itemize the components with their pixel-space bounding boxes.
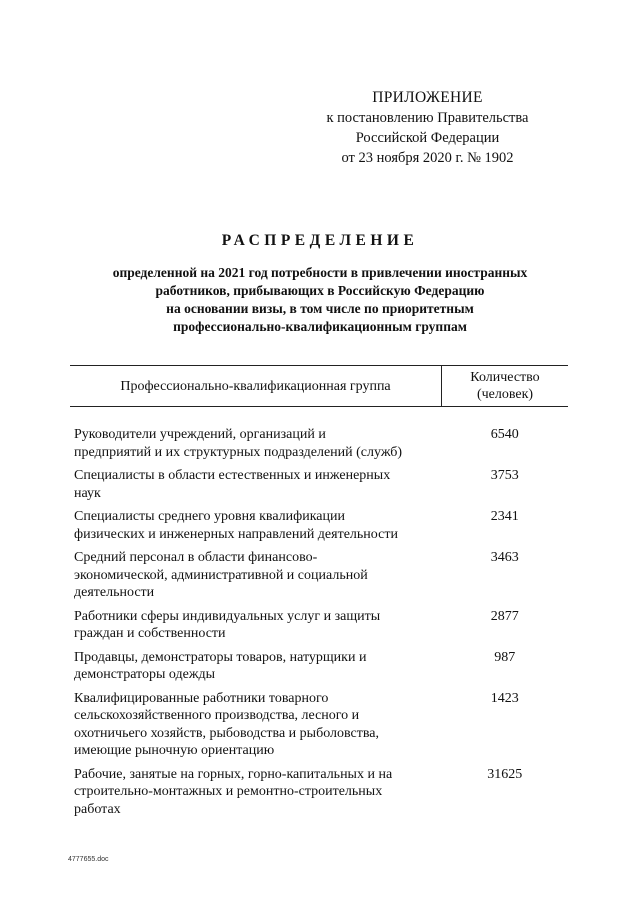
group-name-line: Специалисты в области естественных и инженерных [74, 468, 391, 483]
group-name-line: Средний персонал в области финансово- [74, 550, 318, 565]
group-name-line: строительно-монтажных и ремонтно-строительных [74, 784, 383, 799]
group-name-line: работах [74, 801, 121, 817]
subtitle-line: определенной на 2021 год потребности в привлечении иностранных [112, 265, 528, 280]
group-name-line: предприятий и их структурных подразделений (служб) [74, 444, 403, 460]
table-row [70, 467, 568, 508]
heading-title: РАСПРЕДЕЛЕНИЕ [221, 232, 419, 249]
table-row [70, 549, 568, 608]
group-name-line: граждан и собственности [74, 626, 226, 641]
group-name-line: наук [74, 485, 101, 501]
group-name-cell [70, 690, 442, 766]
annex-block [300, 88, 555, 168]
count-cell: 987 [494, 649, 516, 665]
table-row [70, 766, 568, 825]
group-name-cell [70, 649, 442, 690]
group-name-line: физических и инженерных направлений деятельности [74, 526, 398, 542]
annex-line: Российской Федерации [355, 130, 500, 146]
annex-line: к постановлению Правительства [326, 110, 529, 126]
count-cell: 2877 [490, 608, 519, 624]
document-heading [60, 232, 580, 336]
group-name-line: Квалифицированные работники товарного [74, 690, 329, 706]
group-name-cell [70, 549, 442, 608]
group-name-line: демонстраторы одежды [74, 667, 216, 682]
subtitle-line: работников, прибывающих в Российскую Федерацию [155, 283, 485, 298]
table-row [70, 508, 568, 549]
group-name-line: деятельности [74, 585, 155, 600]
column-header-group: Профессионально-квалификационная группа [70, 366, 442, 407]
count-cell: 31625 [487, 766, 523, 782]
group-name-line: охотничьего хозяйств, рыбоводства и рыболовства, [74, 725, 379, 741]
count-cell: 3463 [490, 550, 519, 565]
group-name-line: Руководители учреждений, организаций и [74, 427, 326, 442]
annex-date-number: от 23 ноября 2020 г. № 1902 [341, 150, 514, 166]
group-name-line: Продавцы, демонстраторы товаров, натурщики и [74, 649, 367, 665]
group-name-line: Рабочие, занятые на горных, горно-капитальных и на [74, 766, 393, 782]
table-row [70, 608, 568, 649]
count-cell: 6540 [490, 427, 519, 442]
group-name-line: экономической, административной и социальной [74, 567, 368, 583]
group-name-cell [70, 766, 442, 825]
file-code: 4777655.doc [68, 856, 109, 863]
group-name-cell [70, 608, 442, 649]
table-header-row [70, 366, 568, 407]
group-name-line: сельскохозяйственного производства, лесного и [74, 708, 360, 723]
count-cell: 3753 [490, 468, 519, 483]
table-body [70, 407, 568, 825]
group-name-cell [70, 407, 442, 468]
distribution-table [70, 365, 568, 824]
column-header-count-line: Количество [470, 370, 540, 385]
column-header-count [442, 366, 569, 407]
subtitle-line: на основании визы, в том числе по приоритетным [166, 301, 474, 316]
heading-subtitle [60, 264, 580, 336]
annex-title: ПРИЛОЖЕНИЕ [372, 89, 483, 106]
table-row [70, 690, 568, 766]
group-name-line: Специалисты среднего уровня квалификации [74, 509, 345, 524]
count-cell: 2341 [490, 509, 519, 524]
group-name-line: имеющие рыночную ориентацию [74, 743, 275, 758]
count-cell: 1423 [490, 690, 519, 706]
table-row [70, 649, 568, 690]
group-name-cell [70, 508, 442, 549]
group-name-line: Работники сферы индивидуальных услуг и защиты [74, 608, 381, 624]
group-name-cell [70, 467, 442, 508]
table-row [70, 407, 568, 468]
subtitle-line: профессионально-квалификационным группам [173, 319, 467, 334]
column-header-count-line: (человек) [476, 387, 534, 402]
